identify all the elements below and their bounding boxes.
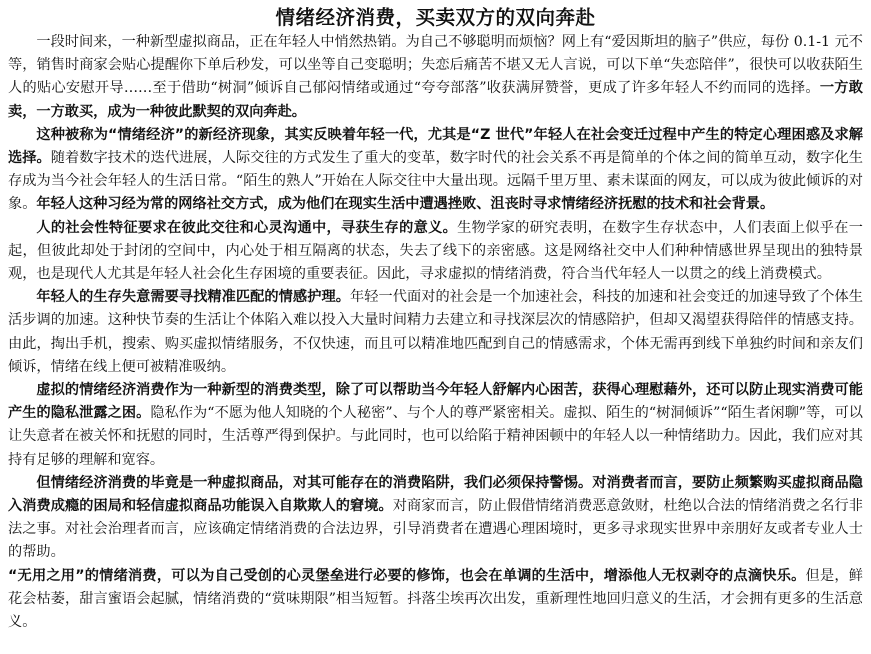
paragraph-1 [8, 31, 863, 124]
paragraph-2-bold-tail: 年轻人这种习经为常的网络社交方式，成为他们在现实生活中遭遇挫败、沮丧时寻求情绪经济抚慰的技术和社会背景。 [36, 196, 775, 213]
paragraph-2 [8, 124, 863, 217]
paragraph-2-bold-lead: 这种被称为“情绪经济”的新经济现象，其实反映着年轻一代，尤其是“Z 世代”年轻人在社会变迁过程中产生的特定心理困惑及求解选择。 [8, 126, 863, 167]
paragraph-5-text: 隐私作为“不愿为他人知晓的个人秘密”、与个人的尊严紧密相关。虚拟、陌生的“树洞倾诉”“陌生者闲聊”等，可以让失意者在被关怀和抚慰的同时，生活尊严得到保护。与此同时，也可以给陷于精神困顿中的年轻人以一种情绪助力。因此，我们应对其持有足够的理解和宽容。 [8, 405, 863, 468]
paragraph-3-bold-lead: 人的社会性特征要求在彼此交往和心灵沟通中，寻获生存的意义。 [36, 219, 458, 236]
paragraph-5-bold-lead: 虚拟的情绪经济消费作为一种新型的消费类型，除了可以帮助当今年轻人舒解内心困苦，获得心理慰藉外，还可以防止现实消费可能产生的隐私泄露之困。 [8, 382, 863, 422]
paragraph-1-text: 一段时间来，一种新型虚拟商品，正在年轻人中悄然热销。为自己不够聪明而烦恼？网上有“爱因斯坦的脑子”供应，每份 0.1-1 元不等，销售时商家会贴心提醒你下单后秒发，可以坐等自己变聪明；失恋后痛苦不堪又无人言说，可以下单“失恋陪伴”，很快可以收获陌生人的贴心安慰开导……至于借助“树洞”倾诉自己郁闷情绪或通过“夸夸部落”收获满屏赞誉，更成了许多年轻人不约而同的选择。 [8, 34, 863, 97]
paragraph-2-text: 随着数字技术的迭代进展，人际交往的方式发生了重大的变革，数字时代的社会关系不再是简单的个体之间的简单互动，数字化生存成为当今社会年轻人的生活日常。“陌生的熟人”开始在人际交往中大量出现。远隔千里万里、素未谋面的网友，可以成为彼此倾诉的对象。 [8, 150, 863, 213]
paragraph-6-text: 对商家而言，防止假借情绪消费恶意敛财，杜绝以合法的情绪消费之名行非法之事。对社会治理者而言，应该确定情绪消费的合法边界，引导消费者在遭遇心理困境时，更多寻求现实世界中亲朋好友或者专业人士的帮助。 [8, 498, 863, 561]
article-title: 情绪经济消费，买卖双方的双向奔赴 [275, 6, 596, 29]
paragraph-1-bold-tail: 一方敢卖，一方敢买，成为一种彼此默契的双向奔赴。 [8, 80, 863, 120]
paragraph-3-text: 生物学家的研究表明，在数字生存状态中，人们表面上似乎在一起，但彼此却处于封闭的空间中，内心处于相互隔离的状态，失去了线下的亲密感。这是网络社交中人们种种情感世界呈现出的独特景观，也是现代人尤其是年轻人社会化生存困境的重要表征。因此，寻求虚拟的情绪消费，符合当代年轻人一以贯之的线上消费模式。 [8, 219, 863, 283]
paragraph-4 [8, 286, 863, 379]
paragraph-7 [8, 565, 863, 635]
paragraph-7-text: 但是，鲜花会枯萎，甜言蜜语会起腻，情绪消费的“赏味期限”相当短暂。抖落尘埃再次出发，重新理性地回归意义的生活，才会拥有更多的生活意义。 [8, 567, 863, 631]
paragraph-5 [8, 379, 863, 472]
paragraph-4-text: 年轻一代面对的社会是一个加速社会，科技的加速和社会变迁的加速导致了个体生活步调的加速。这种快节奏的生活让个体陷入难以投入大量时间精力去建立和寻找深层次的情感陪护，但却又渴望获得陪伴的情感支持。由此，掏出手机，搜索、购买虚拟情绪服务，不仅快速，而且可以精准地匹配到自己的情感需求，个体无需再到线下单独约时间和亲友们倾诉，情绪在线上便可被精准吸纳。 [8, 289, 863, 375]
paragraph-3 [8, 217, 863, 287]
paragraph-7-bold-lead: “无用之用”的情绪消费，可以为自己受创的心灵堡垒进行必要的修饰，也会在单调的生活中，增添他人无权剥夺的点滴快乐。 [8, 567, 806, 584]
paragraph-6-bold-lead: 但情绪经济消费的毕竟是一种虚拟商品，对其可能存在的消费陷阱，我们必须保持警惕。对消费者而言，要防止频繁购买虚拟商品隐入消费成瘾的困局和轻信虚拟商品功能误入自欺欺人的窘境。 [8, 474, 863, 515]
paragraph-6 [8, 472, 863, 565]
paragraph-4-bold-lead: 年轻人的生存失意需要寻找精准匹配的情感护理。 [36, 289, 350, 306]
